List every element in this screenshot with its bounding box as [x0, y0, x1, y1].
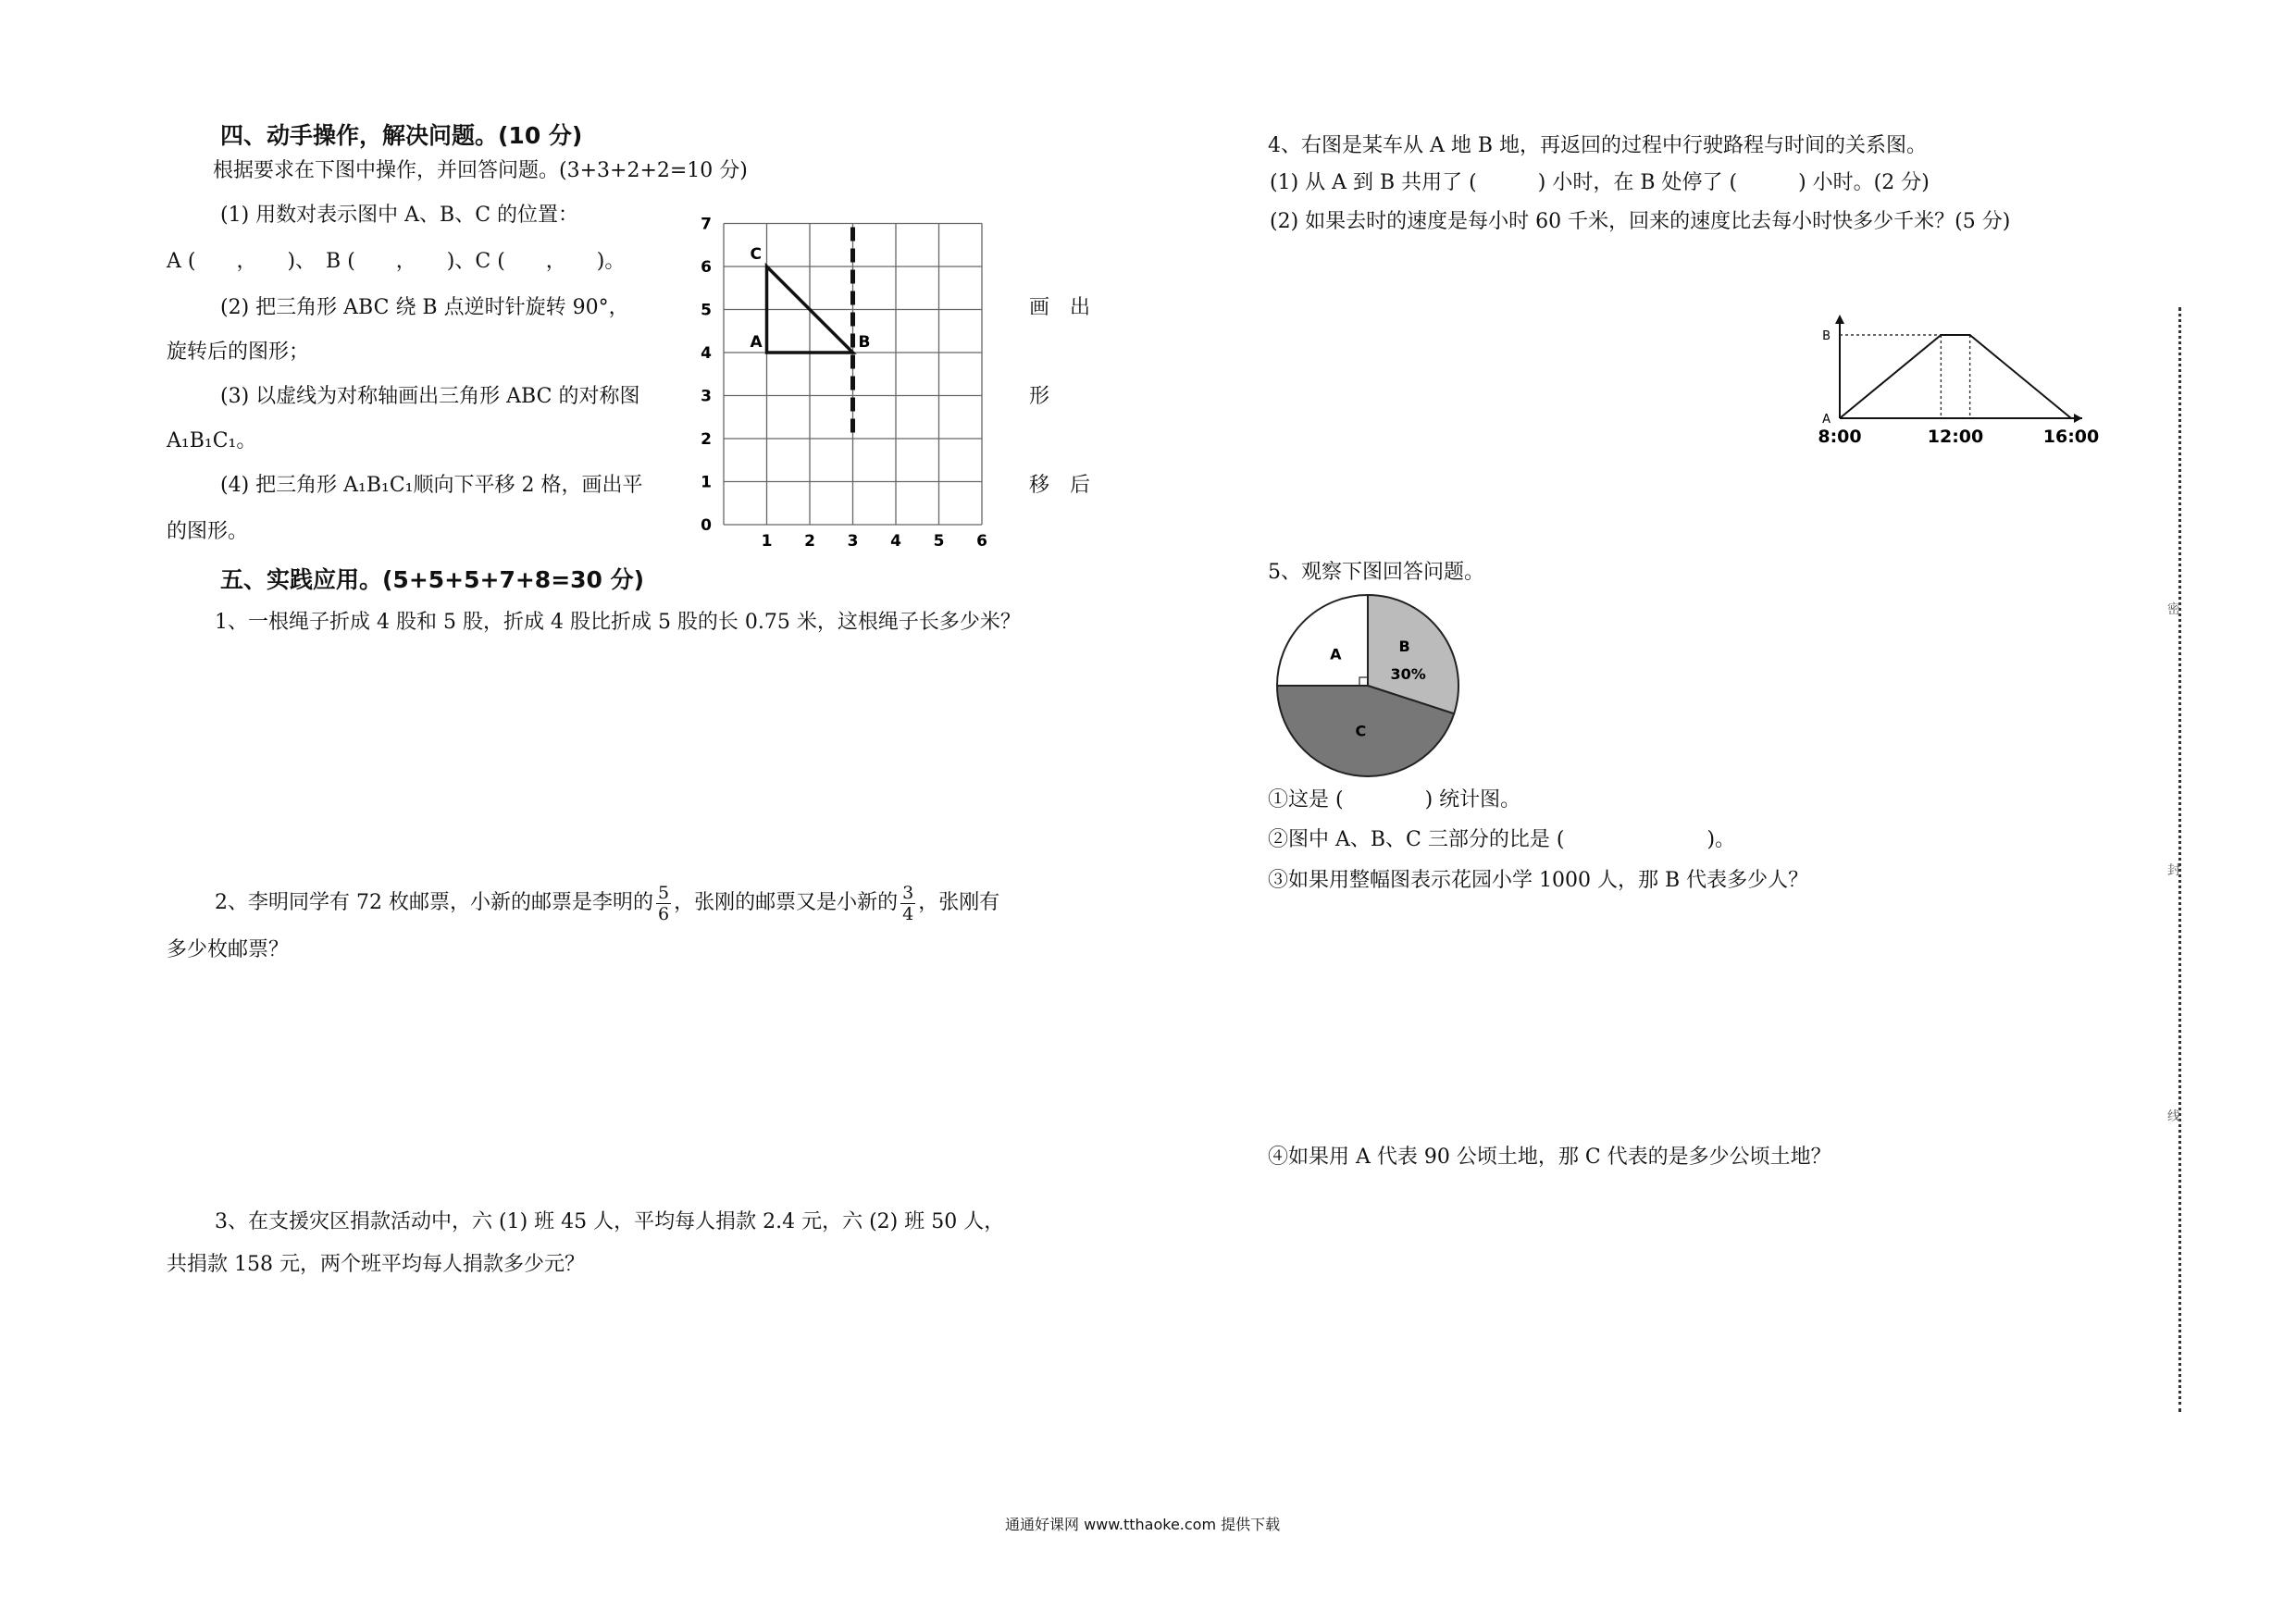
y-tick-label: 6	[701, 258, 712, 277]
section4-q3-line2: A₁B₁C₁。	[167, 429, 257, 452]
fraction-numerator: 5	[657, 882, 670, 903]
y-tick-label: 2	[701, 430, 712, 449]
section4-title: 四、动手操作，解决问题。(10 分)	[220, 122, 583, 149]
section4-q1-blanks: A ( ， )、 B ( ， )、C ( ， )。	[167, 250, 626, 273]
vertex-label-b: B	[858, 333, 871, 352]
section4-q3-line1-end: 形	[1029, 385, 1050, 408]
pie-percent-b: 30%	[1390, 665, 1426, 684]
problem-2-text-b: ，张刚的邮票又是小新的	[674, 891, 899, 914]
pie-label-c: C	[1355, 722, 1367, 740]
y-tick-label: 1	[701, 473, 712, 492]
section4-q2-line2: 旋转后的图形；	[167, 341, 310, 364]
pie-chart	[1275, 590, 1470, 785]
x-tick-label: 2	[804, 532, 815, 550]
trip-line	[1840, 335, 2071, 418]
problem-5-q3: ③如果用整幅图表示花园小学 1000 人，那 B 代表多少人？	[1268, 869, 1809, 892]
fraction-five-sixths	[656, 883, 671, 924]
vertex-label-a: A	[750, 333, 763, 352]
section4-q2-line1-end: 画 出	[1029, 296, 1091, 319]
x-axis-arrow	[2074, 414, 2082, 423]
section4-q2-line1: (2) 把三角形 ABC 绕 B 点逆时针旋转 90°，	[220, 296, 629, 319]
y-axis-arrow	[1835, 315, 1844, 324]
problem-3-line2: 共捐款 158 元，两个班平均每人捐款多少元？	[167, 1253, 585, 1276]
problem-2-text-c: ，张刚有	[918, 891, 1000, 914]
section4-q1: (1) 用数对表示图中 A、B、C 的位置：	[220, 204, 579, 227]
problem-4-title: 4、右图是某车从 A 地 B 地，再返回的过程中行驶路程与时间的关系图。	[1268, 134, 1928, 157]
pie-slice-a	[1277, 595, 1368, 686]
y-tick-label: 7	[701, 215, 712, 234]
problem-3-line1: 3、在支援灾区捐款活动中，六 (1) 班 45 人，平均每人捐款 2.4 元，六 (2) 班 50 人，	[215, 1210, 1005, 1233]
x-tick-label: 6	[976, 532, 987, 550]
problem-4-q1: (1) 从 A 到 B 共用了 ( ) 小时，在 B 处停了 ( ) 小时。(2 分)	[1270, 171, 1930, 194]
y-tick-label: 3	[701, 387, 712, 406]
section4-intro: 根据要求在下图中操作，并回答问题。(3+3+2+2=10 分)	[213, 159, 748, 182]
y-label-a: A	[1822, 413, 1831, 427]
problem-2-line2: 多少枚邮票？	[167, 938, 290, 961]
x-tick-label: 3	[847, 532, 859, 550]
y-label-b: B	[1822, 329, 1831, 343]
x-tick-label: 12:00	[1927, 427, 1984, 447]
problem-1: 1、一根绳子折成 4 股和 5 股，折成 4 股比折成 5 股的长 0.75 米，这根绳子长多少米？	[215, 611, 1021, 634]
x-tick-label: 4	[890, 532, 901, 550]
problem-2-text-a: 2、李明同学有 72 枚邮票，小新的邮票是李明的	[215, 891, 653, 914]
seal-line	[2178, 307, 2181, 1412]
coordinate-grid	[689, 215, 1009, 550]
section4-q4-line1: (4) 把三角形 A₁B₁C₁顺向下平移 2 格，画出平	[220, 474, 643, 497]
problem-5-q1: ①这是 ( ) 统计图。	[1268, 788, 1521, 812]
section5-title: 五、实践应用。(5+5+5+7+8=30 分)	[220, 566, 645, 593]
pie-label-a: A	[1330, 645, 1342, 663]
problem-2-line1	[215, 875, 999, 931]
pie-label-b: B	[1398, 638, 1410, 656]
footer-credit: 通通好课网 www.tthaoke.com 提供下载	[1005, 1516, 1281, 1533]
x-tick-label: 16:00	[2042, 427, 2100, 447]
section4-q4-line2: 的图形。	[167, 520, 249, 543]
problem-4-q2: (2) 如果去时的速度是每小时 60 千米，回来的速度比去每小时快多少千米？(5 分)	[1270, 210, 2011, 233]
x-tick-label: 5	[933, 532, 945, 550]
seal-mark-2: 封	[2167, 863, 2180, 878]
fraction-denominator: 4	[902, 903, 914, 924]
y-tick-label: 5	[701, 301, 712, 320]
seal-mark-1: 密	[2167, 602, 2180, 617]
problem-5-title: 5、观察下图回答问题。	[1268, 561, 1484, 584]
x-tick-label: 1	[761, 532, 773, 550]
section4-q3-line1: (3) 以虚线为对称轴画出三角形 ABC 的对称图	[220, 385, 640, 408]
problem-5-q4: ④如果用 A 代表 90 公顷土地，那 C 代表的是多少公顷土地？	[1268, 1146, 1831, 1169]
fraction-three-fourths	[900, 883, 915, 924]
distance-time-chart	[1805, 315, 2110, 453]
vertex-label-c: C	[750, 245, 762, 264]
y-tick-label: 0	[701, 516, 712, 535]
fraction-numerator: 3	[902, 882, 914, 903]
y-tick-label: 4	[701, 344, 712, 363]
problem-5-q2: ②图中 A、B、C 三部分的比是 ( )。	[1268, 828, 1736, 851]
section4-q4-line1-end: 移 后	[1029, 474, 1091, 497]
x-tick-label: 8:00	[1818, 427, 1862, 447]
fraction-denominator: 6	[657, 903, 670, 924]
seal-mark-3: 线	[2167, 1109, 2180, 1124]
